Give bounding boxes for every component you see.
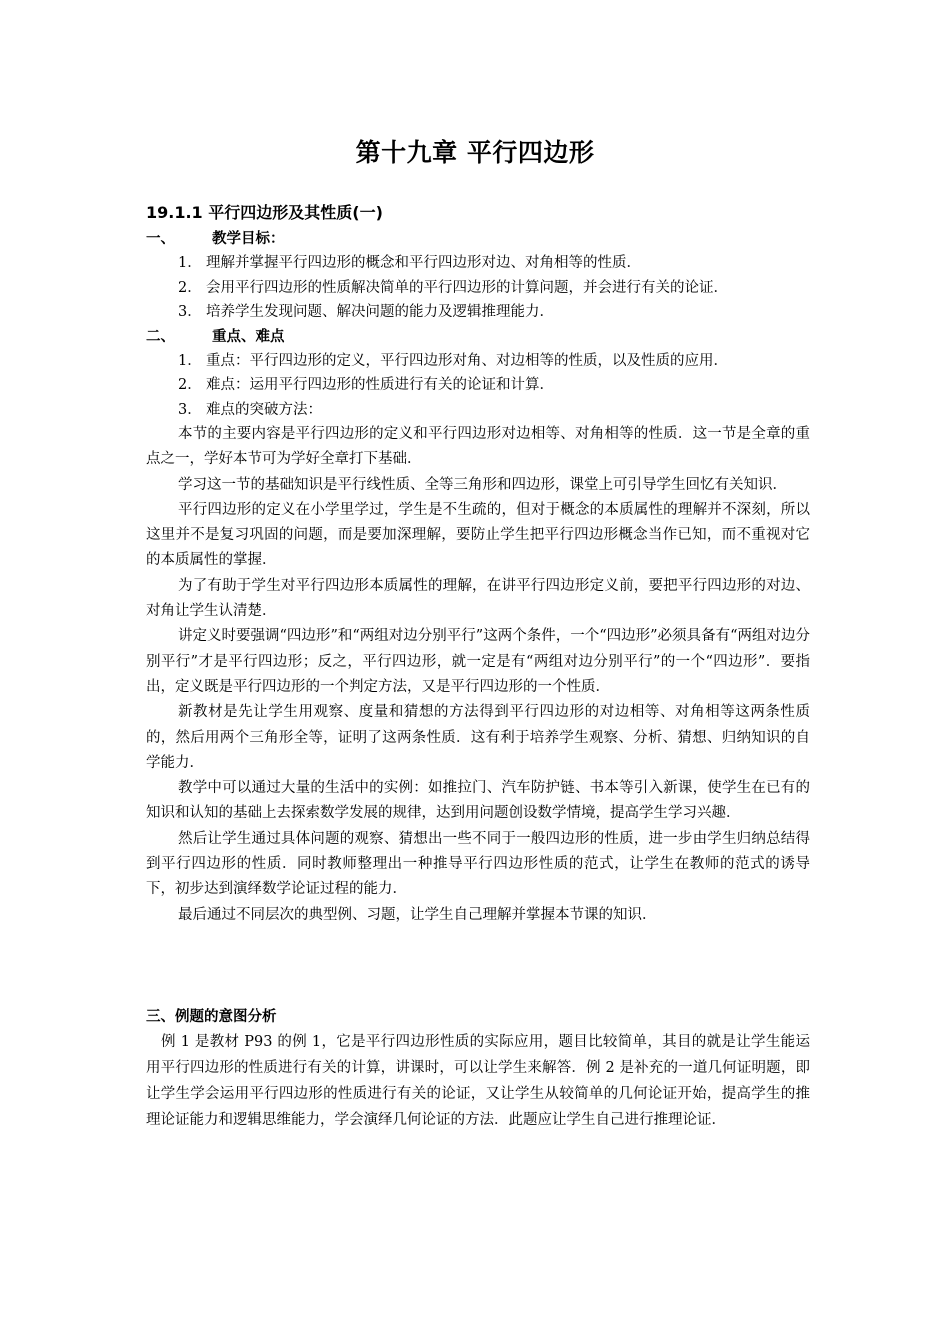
list-text: 重点：平行四边形的定义，平行四边形对角、对边相等的性质，以及性质的应用． <box>206 352 728 369</box>
list-item <box>146 349 810 374</box>
list-number: 3． <box>178 401 202 418</box>
part3-heading: 三、例题的意图分析 <box>146 1008 277 1025</box>
list-number: 1． <box>178 352 202 369</box>
paragraph: 为了有助于学生对平行四边形本质属性的理解，在讲平行四边形定义前，要把平行四边形的对边、对角让学生认清楚． <box>146 577 810 620</box>
list-text: 理解并掌握平行四边形的概念和平行四边形对边、对角相等的性质． <box>206 255 641 271</box>
list-text: 会用平行四边形的性质解决简单的平行四边形的计算问题，并会进行有关的论证． <box>206 279 728 296</box>
paragraph: 学习这一节的基础知识是平行线性质、全等三角形和四边形，课堂上可引导学生回忆有关知识． <box>178 476 787 493</box>
paragraph: 然后让学生通过具体问题的观察、猜想出一些不同于一般四边形的性质，进一步由学生归纳总结得到平行四边形的性质．同时教师整理出一种推导平行四边形性质的范式，让学生在教师的范式的诱导下，初步达到演绎数学论证过程的能力． <box>146 830 810 898</box>
list-number: 2． <box>178 377 202 393</box>
document-body <box>146 199 810 1133</box>
list-text: 难点：运用平行四边形的性质进行有关的论证和计算． <box>206 377 554 393</box>
paragraph: 例 1 是教材 P93 的例 1，它是平行四边形性质的实际应用，题目比较简单，其目的就是让学生能运用平行四边形的性质进行有关的计算，讲课时，可以让学生来解答．例 2 是补充的一道几何证明题，即让学生学会运用平行四边形的性质进行有关的论证，又让学生从较简单的几何论证开始，提高学生的推理论证能力和逻辑思维能力，学会演绎几何论证的方法．此题应让学生自己进行推理论证． <box>146 1033 810 1128</box>
spacer <box>146 928 810 1005</box>
list-item <box>146 373 810 398</box>
list-number: 2． <box>178 279 202 296</box>
section-heading: 19.1.1 平行四边形及其性质(一) <box>146 203 383 222</box>
paragraph: 最后通过不同层次的典型例、习题，让学生自己理解并掌握本节课的知识． <box>178 906 657 923</box>
list-number: 1． <box>178 255 202 271</box>
paragraph: 本节的主要内容是平行四边形的定义和平行四边形对边相等、对角相等的性质．这一节是全章的重点之一，学好本节可为学好全章打下基础． <box>146 426 810 468</box>
part1-heading <box>146 227 810 251</box>
part1-label: 教学目标： <box>212 231 285 247</box>
list-item <box>146 398 810 423</box>
part1-number: 一、 <box>146 231 175 247</box>
paragraph: 平行四边形的定义在小学里学过，学生是不生疏的，但对于概念的本质属性的理解并不深刻，所以这里并不是复习巩固的问题，而是要加深理解，要防止学生把平行四边形概念当作已知，而不重视对它的本质属性的掌握． <box>146 501 810 569</box>
part2-label: 重点、难点 <box>212 328 285 345</box>
list-item <box>146 251 810 276</box>
list-text: 培养学生发现问题、解决问题的能力及逻辑推理能力． <box>206 304 554 320</box>
list-number: 3． <box>178 304 202 320</box>
list-item <box>146 276 810 301</box>
paragraph: 讲定义时要强调“四边形”和“两组对边分别平行”这两个条件，一个“四边形”必须具备有“两组对边分别平行”才是平行四边形；反之，平行四边形，就一定是有“两组对边分别平行”的一个“四边形”．要指出，定义既是平行四边形的一个判定方法，又是平行四边形的一个性质． <box>146 628 810 695</box>
list-text: 难点的突破方法： <box>206 401 322 418</box>
part2-number: 二、 <box>146 328 175 345</box>
chapter-title: 第十九章 平行四边形 <box>355 138 595 167</box>
list-item <box>146 300 810 325</box>
paragraph: 新教材是先让学生用观察、度量和猜想的方法得到平行四边形的对边相等、对角相等这两条性质的，然后用两个三角形全等，证明了这两条性质．这有利于培养学生观察、分析、猜想、归纳知识的自学能力． <box>146 704 810 771</box>
part2-heading <box>146 325 810 349</box>
paragraph: 教学中可以通过大量的生活中的实例：如推拉门、汽车防护链、书本等引入新课，使学生在已有的知识和认知的基础上去探索数学发展的规律，达到用问题创设数学情境，提高学生学习兴趣． <box>146 780 810 822</box>
